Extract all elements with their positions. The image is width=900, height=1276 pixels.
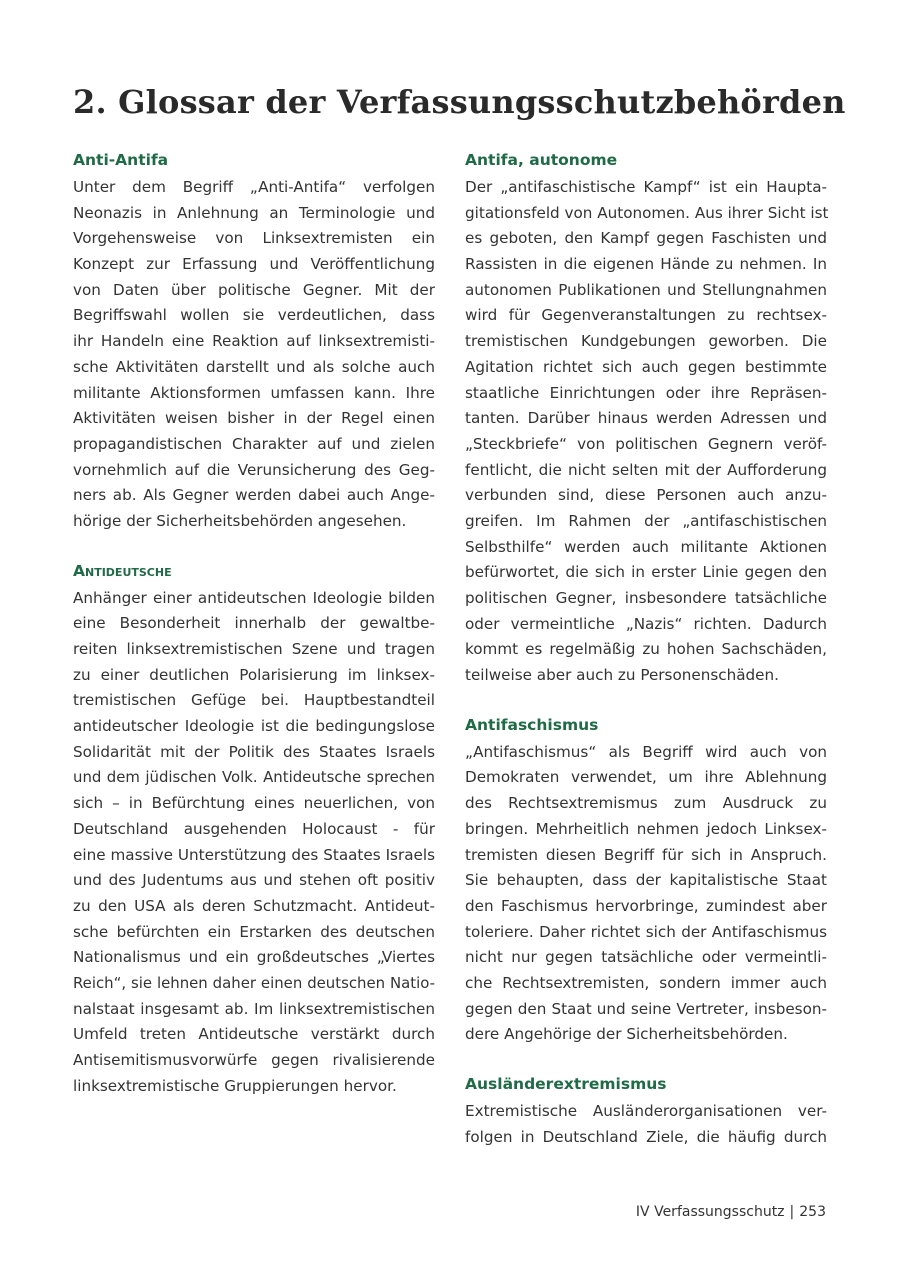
text-line: von Daten über politische Gegner. Mit der — [73, 280, 435, 299]
text-line: sich – in Befürchtung eines neuerlichen, von — [73, 794, 435, 813]
text-line: militante Aktionsformen umfassen kann. Ihre — [73, 383, 435, 402]
text-line: sche befürchten ein Erstarken des deutschen — [73, 922, 435, 941]
text-line: ners ab. Als Gegner werden dabei auch Ange- — [73, 486, 435, 505]
text-line: Demokraten verwendet, um ihre Ablehnung — [465, 768, 827, 787]
text-line: staatliche Einrichtungen oder ihre Repräsen- — [465, 383, 827, 402]
text-line: Rassisten in die eigenen Hände zu nehmen. In — [465, 255, 827, 274]
footer-section-label: IV Verfassungsschutz — [635, 1204, 785, 1220]
text-line: Umfeld treten Antideutsche verstärkt durch — [73, 1025, 435, 1044]
glossary-term: Ausländerextremismus — [465, 1075, 667, 1093]
glossary-definition — [465, 740, 827, 1048]
text-line: Agitation richtet sich auch gegen bestimmte — [465, 357, 827, 376]
text-line: oder vermeintliche „Nazis“ richten. Dadurch — [465, 614, 827, 633]
page-footer — [636, 1204, 826, 1220]
text-line: Anhänger einer antideutschen Ideologie bilden — [73, 588, 435, 607]
text-line: Reich“, sie lehnen daher einen deutschen Natio- — [73, 973, 435, 992]
text-line: linksextremistische Gruppierungen hervor. — [73, 1076, 397, 1095]
text-line: reiten linksextremistischen Szene und tragen — [73, 640, 435, 658]
page-number: 253 — [799, 1204, 826, 1220]
text-line: politischen Gegner, insbesondere tatsächliche — [465, 589, 827, 607]
text-line: den Faschismus hervorbringe, zumindest aber — [465, 896, 827, 915]
text-line: „Antifaschismus“ als Begriff wird auch von — [465, 742, 827, 761]
text-line: gitationsfeld von Autonomen. Aus ihrer Sicht ist — [465, 203, 829, 222]
text-line: tremisten diesen Begriff für sich in Anspruch. — [465, 845, 827, 864]
text-line: Aktivitäten weisen bisher in der Regel einen — [73, 409, 435, 428]
glossary-entry-auslaenderextremismus — [465, 1072, 827, 1150]
text-line: teilweise aber auch zu Personenschäden. — [465, 666, 779, 685]
right-column — [465, 148, 827, 1174]
glossary-entry-antifa-autonome — [465, 148, 827, 689]
text-line: Antisemitismusvorwürfe gegen rivalisierende — [73, 1051, 435, 1069]
text-line: es geboten, den Kampf gegen Faschisten und — [465, 229, 827, 248]
text-line: befürwortet, die sich in erster Linie gegen den — [465, 563, 827, 582]
text-line: zu den USA als deren Schutzmacht. Antideut- — [73, 896, 435, 915]
text-line: Extremistische Ausländerorganisationen ver- — [465, 1102, 827, 1120]
glossary-term: Antifa, autonome — [465, 151, 618, 169]
text-line: Solidarität mit der Politik des Staates Israels — [73, 742, 435, 761]
text-line: Der „antifaschistische Kampf“ ist ein Hauptа- — [465, 178, 827, 196]
footer-separator: | — [789, 1204, 795, 1220]
text-line: hörige der Sicherheitsbehörden angesehen. — [73, 511, 407, 530]
text-line: folgen in Deutschland Ziele, die häufig durch — [465, 1127, 827, 1146]
text-line: und dem jüdischen Volk. Antideutsche sprechen — [73, 768, 435, 787]
glossary-definition — [73, 175, 435, 535]
text-line: nicht nur gegen tatsächliche oder vermeintli- — [465, 948, 827, 967]
glossary-term: Antideutsche — [73, 561, 172, 580]
text-line: propagandistischen Charakter auf und zielen — [73, 434, 435, 453]
text-line: tremistischen Kundgebungen geworben. Die — [465, 332, 827, 351]
text-line: antideutscher Ideologie ist die bedingungslose — [73, 717, 435, 736]
glossary-term: Anti-Antifa — [73, 151, 169, 169]
text-line: greifen. Im Rahmen der „antifaschistischen — [465, 511, 827, 530]
glossary-definition — [465, 1099, 827, 1150]
text-line: wird für Gegenveranstaltungen zu rechtsex- — [465, 306, 827, 325]
glossary-definition — [73, 586, 435, 1100]
text-line: sche Aktivitäten darstellt und als solche auch — [73, 357, 435, 376]
glossary-entry-antifaschismus — [465, 713, 827, 1048]
text-line: Unter dem Begriff „Anti-Antifa“ verfolgen — [73, 178, 435, 196]
text-line: Selbsthilfe“ werden auch militante Aktionen — [465, 537, 827, 556]
text-line: Vorgehensweise von Linksextremisten ein — [73, 229, 435, 248]
text-line: Sie behaupten, dass der kapitalistische Staat — [465, 871, 827, 890]
text-line: Neonazis in Anlehnung an Terminologie und — [73, 203, 435, 222]
text-line: toleriere. Daher richtet sich der Antifaschismus — [465, 922, 827, 941]
left-column — [73, 148, 435, 1123]
text-line: tanten. Darüber hinaus werden Adressen und — [465, 409, 827, 428]
text-line: zu einer deutlichen Polarisierung im linksex- — [73, 665, 435, 684]
text-line: ihr Handeln eine Reaktion auf linksextremisti- — [73, 332, 435, 351]
glossary-definition — [465, 175, 827, 689]
text-line: nalstaat insgesamt ab. Im linksextremistischen — [73, 999, 435, 1018]
text-line: che Rechtsextremisten, sondern immer auch — [465, 973, 827, 992]
text-line: verbunden sind, diese Personen auch anzu- — [465, 486, 827, 505]
text-line: „Steckbriefe“ von politischen Gegnern veröf- — [465, 434, 827, 453]
glossary-entry-anti-antifa — [73, 148, 435, 535]
glossary-term: Antifaschismus — [465, 715, 599, 734]
text-line: eine Besonderheit innerhalb der gewaltbe- — [73, 614, 435, 633]
text-line: eine massive Unterstützung des Staates Israels — [73, 845, 435, 864]
text-line: fentlicht, die nicht selten mit der Aufforderung — [465, 460, 827, 479]
text-line: Konzept zur Erfassung und Veröffentlichung — [73, 255, 435, 274]
text-line: des Rechtsextremismus zum Ausdruck zu — [465, 794, 827, 813]
text-line: kommt es regelmäßig zu hohen Sachschäden, — [465, 640, 827, 659]
text-line: tremistischen Gefüge bei. Hauptbestandteil — [73, 691, 435, 710]
page-title: 2. Glossar der Verfassungsschutzbehörden — [73, 83, 846, 121]
text-line: dere Angehörige der Sicherheitsbehörden. — [465, 1025, 788, 1044]
text-line: bringen. Mehrheitlich nehmen jedoch Linksex- — [465, 819, 827, 838]
text-line: vornehmlich auf die Verunsicherung des Geg- — [73, 460, 435, 479]
text-line: Begriffswahl wollen sie verdeutlichen, dass — [73, 306, 435, 325]
text-line: gegen den Staat und seine Vertreter, insbeson- — [465, 999, 827, 1018]
text-line: Deutschland ausgehenden Holocaust - für — [73, 819, 435, 838]
text-line: und des Judentums aus und stehen oft positiv — [73, 871, 435, 890]
text-line: autonomen Publikationen und Stellungnahmen — [465, 280, 827, 299]
glossary-entry-antideutsche — [73, 559, 435, 1100]
text-line: Nationalismus und ein großdeutsches „Viertes — [73, 948, 435, 967]
